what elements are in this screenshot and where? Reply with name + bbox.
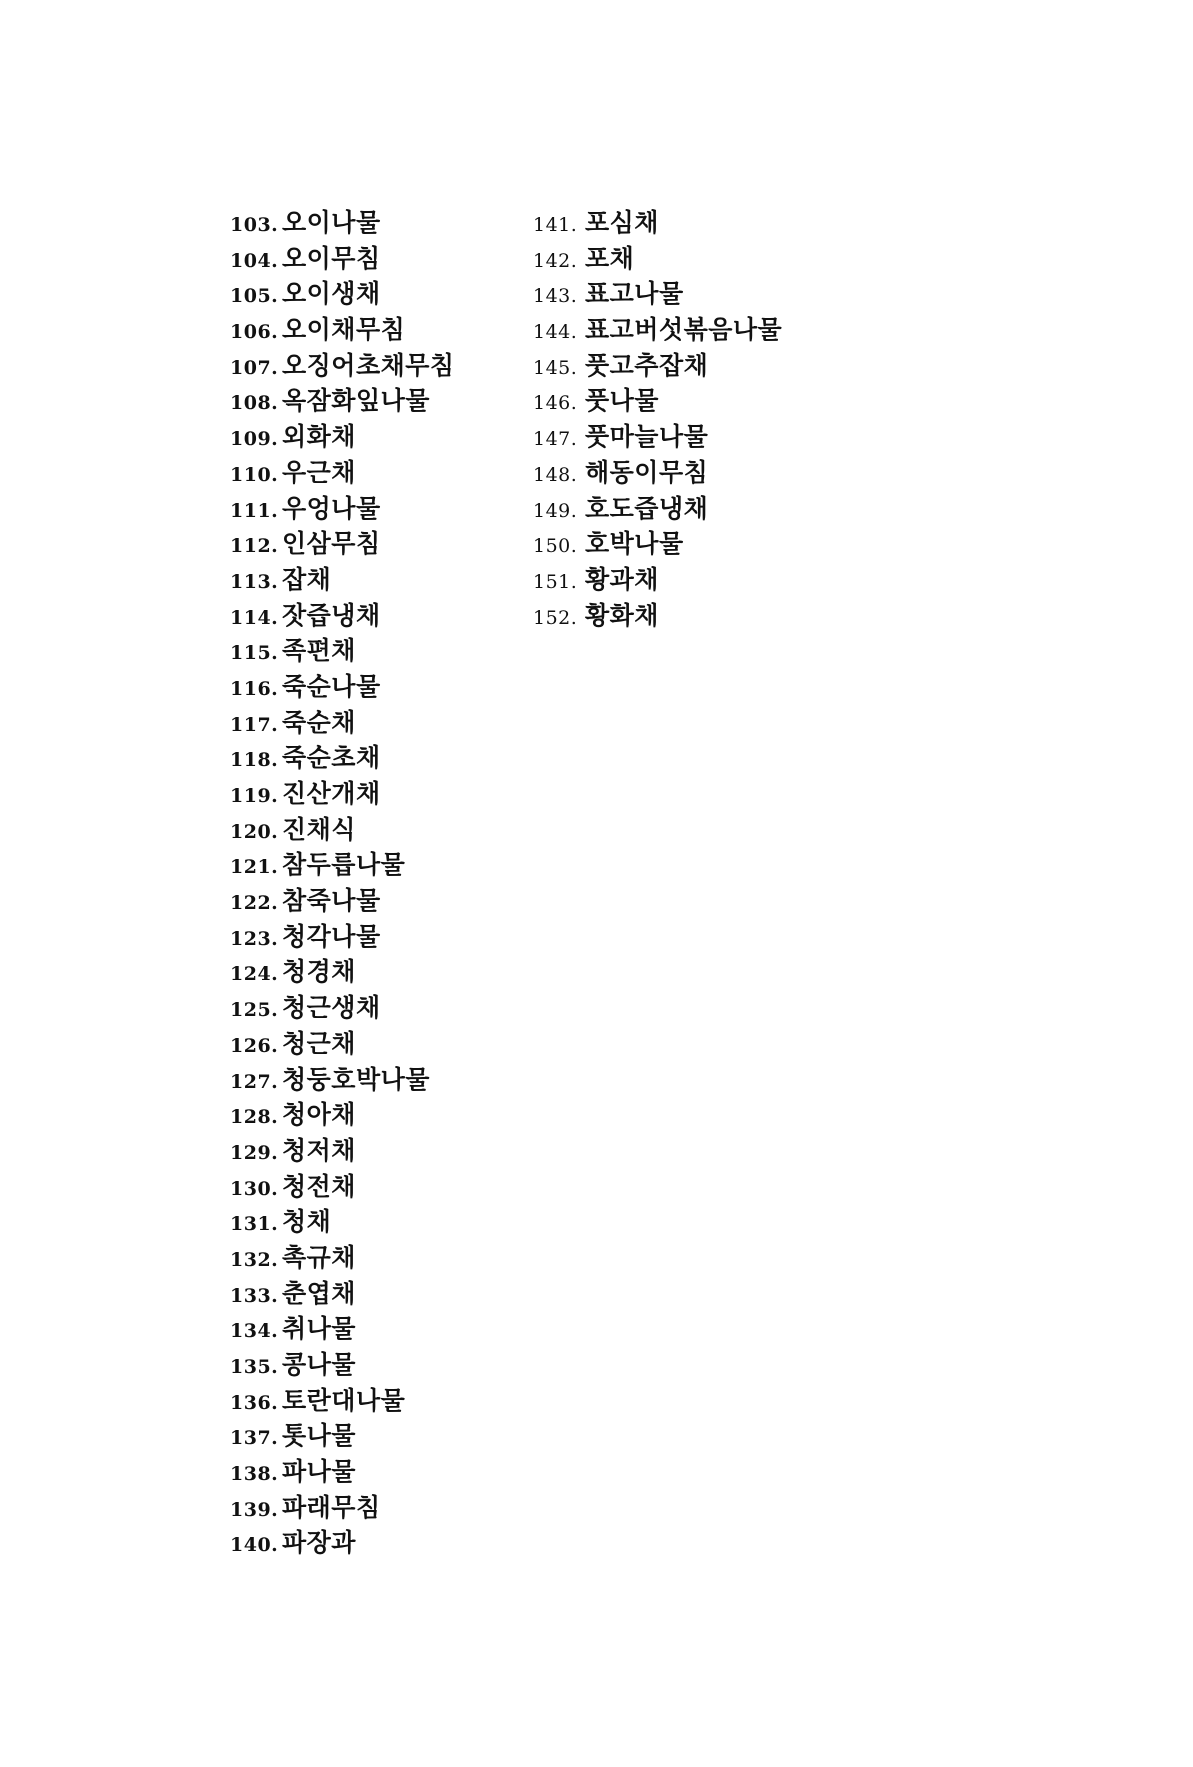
list-item: [230, 203, 455, 239]
item-number: 139.: [230, 1498, 279, 1521]
item-name: 파나물: [282, 1457, 356, 1487]
list-item: [230, 1309, 455, 1345]
list-item: [230, 631, 455, 667]
item-number: 149.: [533, 499, 578, 522]
item-number: 114.: [230, 606, 279, 629]
list-item: [230, 703, 455, 739]
list-item: [533, 596, 782, 632]
list-item: [230, 239, 455, 275]
item-name: 오이채무침: [282, 315, 406, 345]
item-name: 옥잠화잎나물: [282, 386, 430, 416]
item-number: 130.: [230, 1177, 279, 1200]
item-number: 118.: [230, 749, 279, 772]
item-name: 청경채: [282, 957, 356, 987]
item-name: 파래무침: [282, 1492, 381, 1522]
item-name: 파장과: [282, 1528, 356, 1558]
item-name: 잡채: [282, 564, 332, 594]
list-item: [533, 346, 782, 382]
item-name: 호박나물: [585, 529, 684, 559]
list-item: [230, 1452, 455, 1488]
item-name: 청전채: [282, 1171, 356, 1201]
item-number: 134.: [230, 1320, 279, 1343]
item-number: 108.: [230, 392, 279, 415]
item-number: 143.: [533, 285, 578, 308]
list-item: [230, 667, 455, 703]
item-number: 126.: [230, 1034, 279, 1057]
list-item: [230, 952, 455, 988]
item-name: 진산개채: [282, 779, 381, 808]
item-name: 오징어초채무침: [282, 350, 455, 380]
list-item: [230, 489, 455, 525]
list-item: [230, 274, 455, 310]
right-column-list: [533, 203, 782, 631]
list-item: [230, 1167, 455, 1203]
item-name: 죽순나물: [282, 671, 381, 701]
list-item: [230, 1274, 455, 1310]
item-number: 136.: [230, 1391, 279, 1414]
list-item: [230, 1060, 455, 1096]
item-number: 132.: [230, 1248, 279, 1271]
item-number: 122.: [230, 892, 279, 915]
item-number: 121.: [230, 856, 279, 879]
item-number: 128.: [230, 1106, 279, 1129]
list-item: [230, 1345, 455, 1381]
item-number: 140.: [230, 1534, 279, 1557]
item-name: 청저채: [282, 1135, 356, 1165]
item-number: 138.: [230, 1463, 279, 1486]
list-item: [533, 489, 782, 525]
item-name: 족편채: [282, 636, 356, 666]
item-number: 131.: [230, 1213, 279, 1236]
item-number: 145.: [533, 356, 578, 379]
item-number: 147.: [533, 428, 578, 451]
item-name: 촉규채: [282, 1242, 356, 1272]
item-name: 호도즙냉채: [585, 493, 709, 523]
item-number: 135.: [230, 1356, 279, 1378]
item-number: 133.: [230, 1284, 279, 1307]
item-number: 151.: [533, 570, 578, 593]
item-name: 청근생채: [282, 993, 381, 1023]
item-number: 127.: [230, 1070, 279, 1093]
item-number: 115.: [230, 642, 279, 665]
item-number: 124.: [230, 963, 279, 986]
item-number: 104.: [230, 249, 279, 272]
item-name: 죽순채: [282, 707, 356, 737]
item-name: 청근채: [282, 1028, 356, 1058]
item-name: 청채: [282, 1207, 332, 1237]
item-number: 144.: [533, 321, 578, 344]
item-number: 103.: [230, 214, 279, 236]
item-name: 포심채: [585, 208, 659, 237]
item-number: 152.: [533, 606, 578, 629]
list-item: [230, 845, 455, 881]
list-item: [230, 1131, 455, 1167]
item-number: 113.: [230, 570, 279, 593]
item-number: 111.: [230, 499, 279, 522]
left-column-list: [230, 203, 455, 1559]
list-item: [230, 417, 455, 453]
item-name: 풋마늘나물: [585, 422, 709, 452]
list-item: [533, 239, 782, 275]
list-item: [230, 310, 455, 346]
item-number: 120.: [230, 820, 279, 843]
item-number: 150.: [533, 535, 578, 558]
list-item: [533, 417, 782, 453]
item-name: 풋고추잡채: [585, 350, 709, 380]
item-name: 토란대나물: [282, 1385, 406, 1415]
list-item: [230, 381, 455, 417]
list-item: [230, 1095, 455, 1131]
item-name: 풋나물: [585, 386, 659, 416]
item-name: 오이생채: [282, 279, 381, 309]
list-item: [533, 310, 782, 346]
item-number: 146.: [533, 392, 578, 415]
item-name: 표고버섯볶음나물: [585, 315, 783, 345]
item-name: 참죽나물: [282, 886, 381, 916]
item-name: 죽순초채: [282, 743, 381, 773]
item-name: 황화채: [585, 600, 659, 630]
item-number: 142.: [533, 249, 578, 272]
item-name: 우근채: [282, 457, 356, 487]
list-item: [533, 524, 782, 560]
item-name: 청둥호박나물: [282, 1064, 430, 1094]
list-item: [230, 988, 455, 1024]
item-number: 119.: [230, 785, 279, 807]
item-name: 청각나물: [282, 921, 381, 951]
item-name: 표고나물: [585, 279, 684, 309]
list-item: [533, 274, 782, 310]
item-number: 148.: [533, 463, 578, 486]
item-name: 춘엽채: [282, 1278, 356, 1308]
item-number: 117.: [230, 713, 279, 736]
item-name: 콩나물: [282, 1350, 356, 1379]
list-item: [533, 381, 782, 417]
item-name: 오이나물: [282, 208, 381, 237]
item-name: 우엉나물: [282, 493, 381, 523]
item-number: 107.: [230, 356, 279, 379]
item-name: 참두릅나물: [282, 850, 406, 880]
list-item: [230, 1202, 455, 1238]
list-item: [230, 1381, 455, 1417]
list-item: [230, 1523, 455, 1559]
list-item: [230, 560, 455, 596]
item-number: 141.: [533, 214, 578, 236]
item-number: 109.: [230, 428, 279, 451]
item-name: 오이무침: [282, 243, 381, 273]
item-name: 잣즙냉채: [282, 600, 381, 630]
item-number: 125.: [230, 999, 279, 1022]
list-item: [230, 453, 455, 489]
item-number: 116.: [230, 677, 279, 700]
item-name: 외화채: [282, 422, 356, 452]
list-item: [230, 881, 455, 917]
item-number: 106.: [230, 321, 279, 344]
item-name: 진채식: [282, 814, 356, 844]
item-number: 123.: [230, 927, 279, 950]
list-item: [230, 917, 455, 953]
item-number: 137.: [230, 1427, 279, 1450]
item-name: 인삼무침: [282, 529, 381, 559]
item-number: 112.: [230, 535, 279, 558]
item-number: 105.: [230, 285, 279, 308]
list-item: [230, 774, 455, 810]
list-item: [230, 1416, 455, 1452]
item-name: 포채: [585, 243, 635, 273]
list-item: [533, 560, 782, 596]
list-item: [230, 1238, 455, 1274]
item-name: 청아채: [282, 1100, 356, 1130]
item-number: 129.: [230, 1141, 279, 1164]
list-item: [230, 1024, 455, 1060]
item-number: 110.: [230, 463, 279, 486]
list-item: [533, 453, 782, 489]
item-name: 황과채: [585, 564, 659, 594]
item-name: 해동이무침: [585, 457, 709, 487]
list-item: [533, 203, 782, 239]
list-item: [230, 738, 455, 774]
list-item: [230, 346, 455, 382]
list-item: [230, 524, 455, 560]
list-item: [230, 1488, 455, 1524]
list-item: [230, 810, 455, 846]
item-name: 톳나물: [282, 1421, 356, 1451]
list-item: [230, 596, 455, 632]
item-name: 취나물: [282, 1314, 356, 1344]
